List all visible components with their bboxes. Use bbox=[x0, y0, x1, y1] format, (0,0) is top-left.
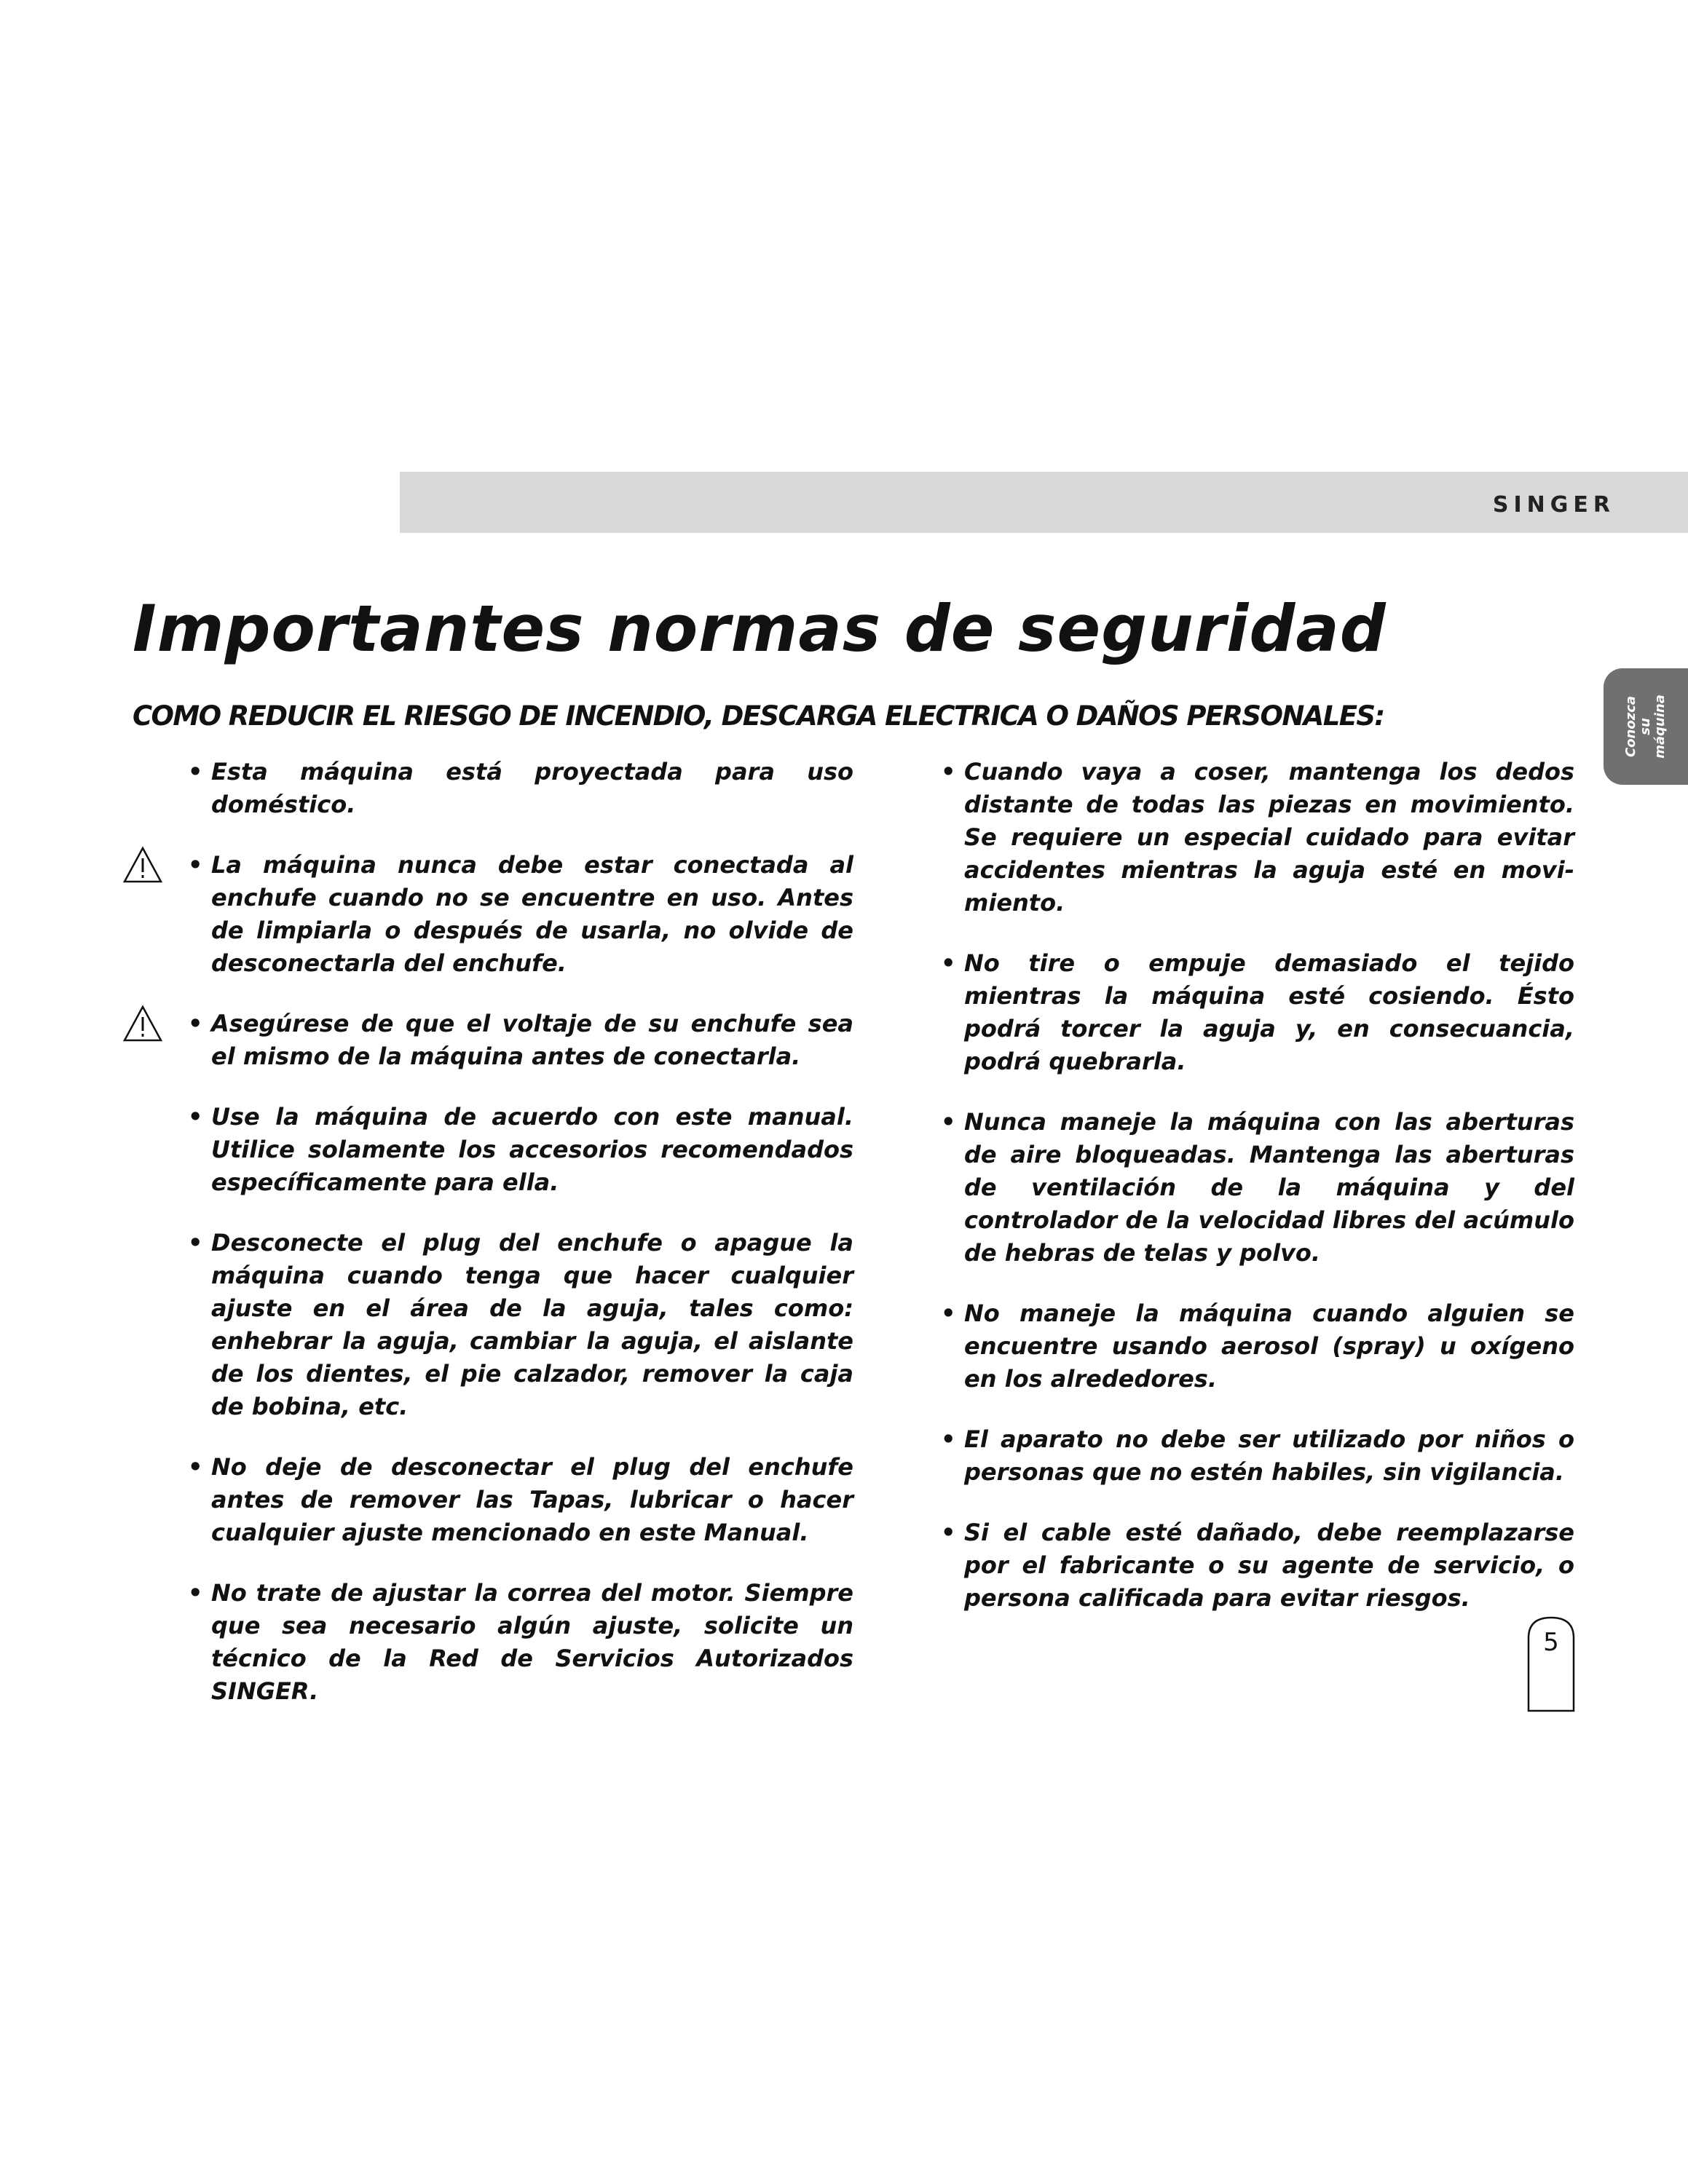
safety-item-text: Use la máquina de acuerdo con este manual. Utilice solamente los accesorios recomendados específicamente para ella. bbox=[211, 1103, 853, 1196]
safety-item-text: No maneje la máquina cuando alguien se encuentre usando aerosol (spray) u oxígeno en los alrededores. bbox=[964, 1299, 1574, 1393]
safety-item-text: La máquina nunca debe estar conectada al enchufe cuando no se encuentre en uso. Antes de limpiarla o después de usarla, no olvide de desconectarla del enchufe. bbox=[211, 851, 853, 977]
safety-item-text: No deje de desconectar el plug del enchufe antes de remover las Tapas, lubricar o hacer cualquier ajuste mencionado en este Manual. bbox=[211, 1453, 853, 1546]
safety-item-text: Cuando vaya a coser, mantenga los dedos distante de todas las piezas en movimiento. Se requiere un especial cuidado para evitar accidentes mientras la aguja esté en movi-miento. bbox=[964, 758, 1574, 917]
bullet-icon: • bbox=[188, 1103, 203, 1131]
page-number-tab bbox=[1527, 1616, 1575, 1712]
bullet-icon: • bbox=[941, 1519, 956, 1546]
bullet-icon: • bbox=[188, 1010, 203, 1037]
safety-item-text: Asegúrese de que el voltaje de su enchufe sea el mismo de la máquina antes de conectarla. bbox=[211, 1010, 853, 1070]
bullet-icon: • bbox=[188, 758, 203, 786]
header-bar bbox=[400, 472, 1688, 533]
bullet-icon: • bbox=[941, 1108, 956, 1136]
safety-item-warning bbox=[186, 849, 853, 980]
safety-item-text: No tire o empuje demasiado el tejido mientras la máquina esté cosiendo. Ésto podrá torcer la aguja y, en consecuancia, podrá quebrarla. bbox=[964, 949, 1574, 1075]
safety-item-warning bbox=[186, 1008, 853, 1073]
bullet-icon: • bbox=[941, 949, 956, 977]
safety-item bbox=[939, 1423, 1574, 1489]
bullet-icon: • bbox=[188, 1453, 203, 1481]
side-tab-label: Conozca su máquina bbox=[1623, 695, 1668, 759]
safety-item-text: Esta máquina está proyectada para uso doméstico. bbox=[211, 758, 853, 818]
warning-triangle-icon bbox=[122, 1005, 163, 1042]
section-side-tab bbox=[1604, 668, 1688, 785]
safety-item bbox=[186, 1227, 853, 1423]
safety-item-text: Si el cable esté dañado, debe reemplazarse por el fabricante o su agente de servicio, o persona calificada para evitar riesgos. bbox=[964, 1519, 1574, 1612]
bullet-icon: • bbox=[941, 758, 956, 786]
bullet-icon: • bbox=[188, 1579, 203, 1607]
bullet-icon: • bbox=[941, 1425, 956, 1453]
safety-item bbox=[186, 1451, 853, 1549]
brand-name: SINGER bbox=[1492, 492, 1615, 518]
safety-item bbox=[186, 1577, 853, 1708]
safety-item-text: No trate de ajustar la correa del motor. Siempre que sea necesario algún ajuste, solicite un técnico de la Red de Servicios Autorizados SINGER. bbox=[211, 1579, 853, 1705]
safety-item bbox=[186, 1101, 853, 1199]
safety-item bbox=[939, 1297, 1574, 1396]
safety-item bbox=[939, 1516, 1574, 1615]
safety-item-text: El aparato no debe ser utilizado por niños o personas que no estén habiles, sin vigilancia. bbox=[964, 1425, 1574, 1486]
bullet-icon: • bbox=[188, 851, 203, 879]
safety-item bbox=[939, 756, 1574, 919]
safety-item bbox=[186, 756, 853, 821]
bullet-icon: • bbox=[188, 1229, 203, 1257]
page-number: 5 bbox=[1543, 1628, 1559, 1657]
bullet-icon: • bbox=[941, 1299, 956, 1327]
safety-item bbox=[939, 947, 1574, 1078]
safety-item bbox=[939, 1106, 1574, 1270]
page-title: Importantes normas de seguridad bbox=[133, 591, 1387, 666]
warning-triangle-icon bbox=[122, 846, 163, 884]
safety-list-right bbox=[939, 756, 1574, 1642]
safety-item-text: Desconecte el plug del enchufe o apague la máquina cuando tenga que hacer cualquier ajuste en el área de la aguja, tales como: enhebrar la aguja, cambiar la aguja, el aislante de los dientes, el pie calzador, remover la caja de bobina, etc. bbox=[211, 1229, 853, 1420]
safety-list-left bbox=[186, 756, 853, 1736]
page-subtitle: COMO REDUCIR EL RIESGO DE INCENDIO, DESCARGA ELECTRICA O DAÑOS PERSONALES: bbox=[133, 700, 1384, 732]
safety-item-text: Nunca maneje la máquina con las aberturas de aire bloqueadas. Mantenga las aberturas de ventilación de la máquina y del controlador de la velocidad libres del acúmulo de hebras de telas y polvo. bbox=[964, 1108, 1574, 1267]
